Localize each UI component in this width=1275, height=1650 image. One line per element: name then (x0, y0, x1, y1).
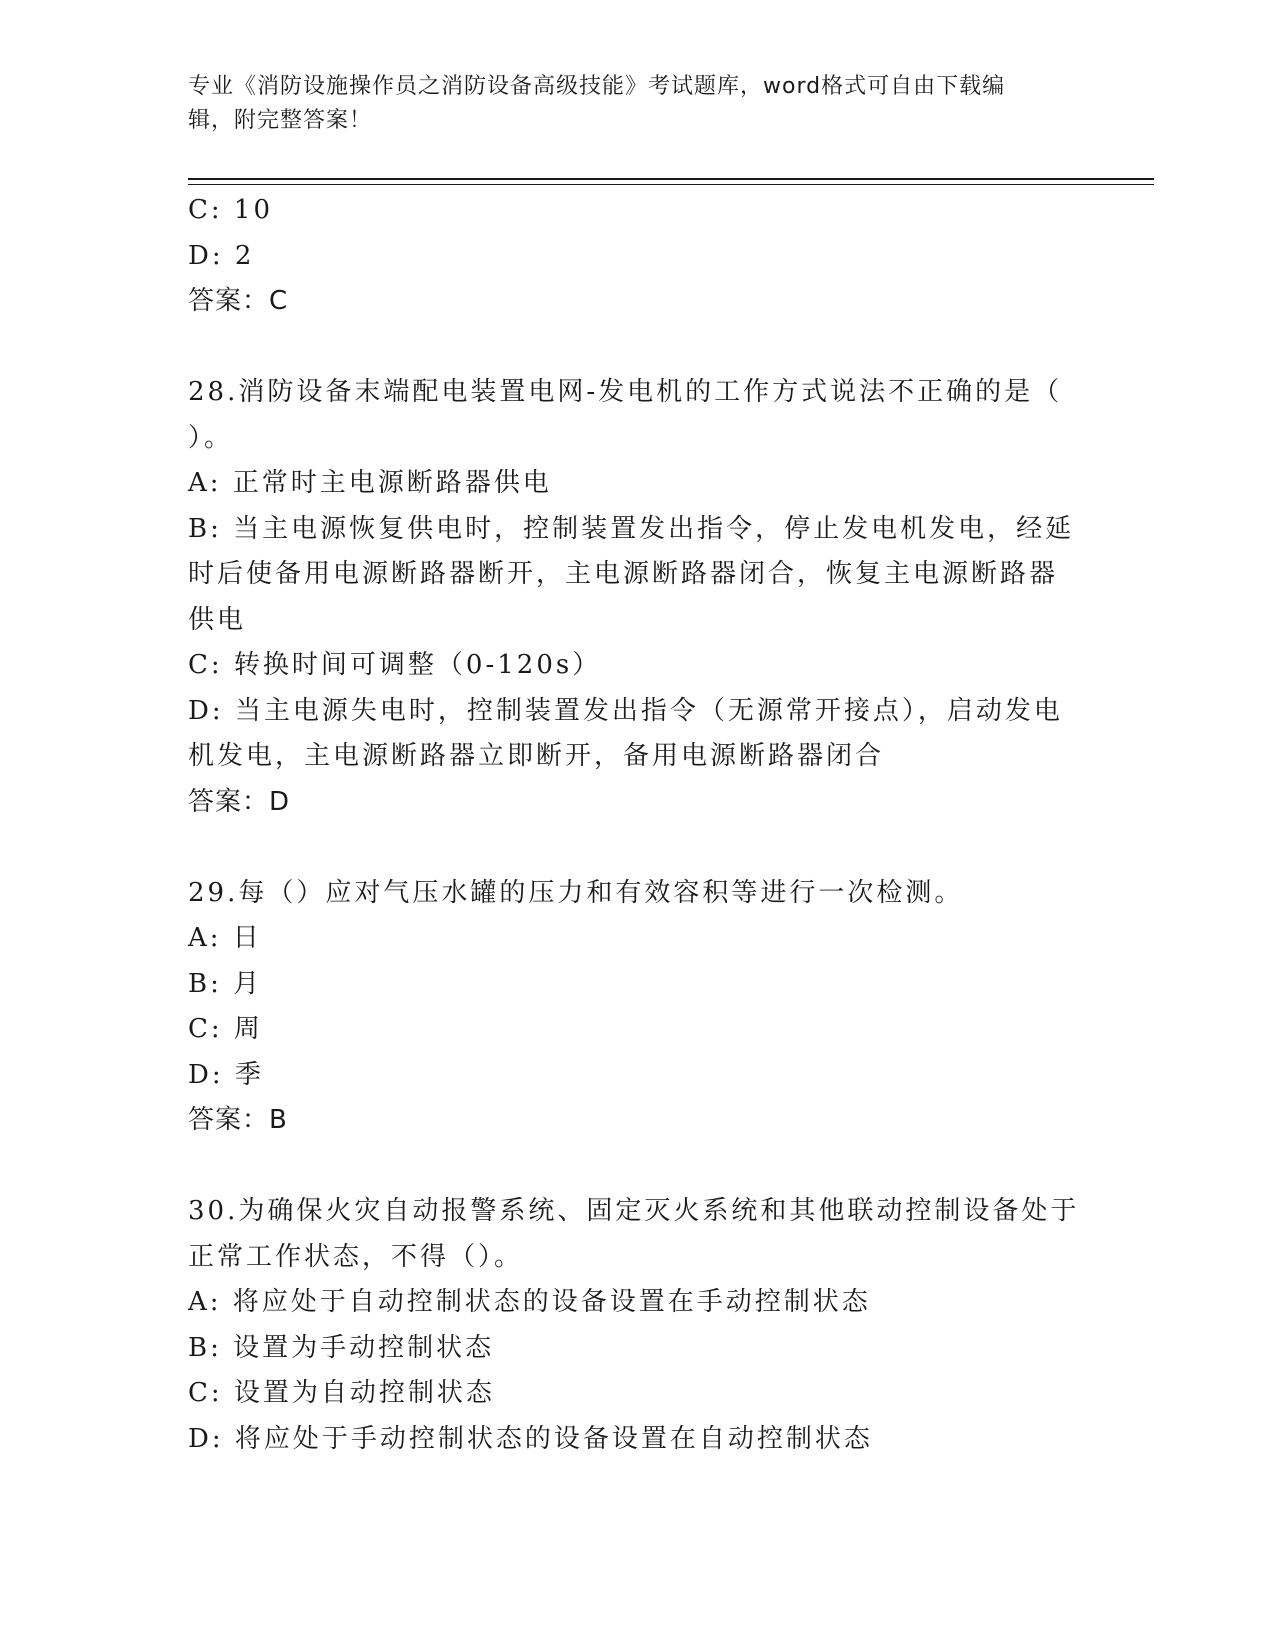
option-b: B: 月 (188, 968, 263, 999)
header-divider-thin (188, 184, 1154, 185)
page-header (188, 70, 1068, 138)
question-list (188, 188, 1088, 1462)
answer-line: 答案：B (188, 1105, 288, 1135)
option-line: C: 10 (188, 195, 274, 225)
answer-line: 答案：D (188, 786, 291, 817)
spacer (188, 1144, 1088, 1190)
question-stem: 正常工作状态，不得（）。 (188, 1241, 524, 1272)
spacer (188, 325, 1088, 371)
header-line-2: 辑，附完整答案！ (188, 108, 373, 133)
option-c: C: 设置为自动控制状态 (188, 1378, 495, 1408)
option-b-cont: 供电 (188, 604, 247, 635)
header-line-1: 专业《消防设施操作员之消防设备高级技能》考试题库，word格式可自由下载编 (188, 74, 1006, 99)
spacer (188, 825, 1088, 871)
question-28 (188, 370, 1088, 825)
header-divider-thick (188, 178, 1154, 180)
option-a: A: 将应处于自动控制状态的设备设置在手动控制状态 (188, 1287, 871, 1317)
option-d: D: 当主电源失电时，控制装置发出指令（无源常开接点），启动发电 (188, 695, 1063, 726)
question-stem: ）。 (188, 422, 234, 453)
question-29 (188, 871, 1088, 1144)
option-d-cont: 机发电，主电源断路器立即断开，备用电源断路器闭合 (188, 741, 885, 771)
option-c: C: 周 (188, 1014, 263, 1044)
question-stem: 30.为确保火灾自动报警系统、固定灭火系统和其他联动控制设备处于 (188, 1196, 1080, 1226)
option-b: B: 当主电源恢复供电时，控制装置发出指令，停止发电机发电，经延 (188, 513, 1075, 544)
answer-line: 答案：C (188, 286, 289, 316)
option-d: D: 季 (188, 1059, 264, 1090)
question-stem: 28.消防设备末端配电装置电网-发电机的工作方式说法不正确的是（ (188, 377, 1063, 407)
option-line: D: 2 (188, 240, 255, 271)
option-a: A: 日 (188, 923, 262, 953)
option-b-cont: 时后使备用电源断路器断开，主电源断路器闭合，恢复主电源断路器 (188, 559, 1059, 589)
question-stem: 29.每（）应对气压水罐的压力和有效容积等进行一次检测。 (188, 877, 964, 908)
option-d: D: 将应处于手动控制状态的设备设置在自动控制状态 (188, 1423, 873, 1454)
option-a: A: 正常时主电源断路器供电 (188, 468, 552, 498)
question-30 (188, 1189, 1088, 1462)
option-b: B: 设置为手动控制状态 (188, 1332, 495, 1363)
option-c: C: 转换时间可调整（0-120s） (188, 650, 602, 680)
